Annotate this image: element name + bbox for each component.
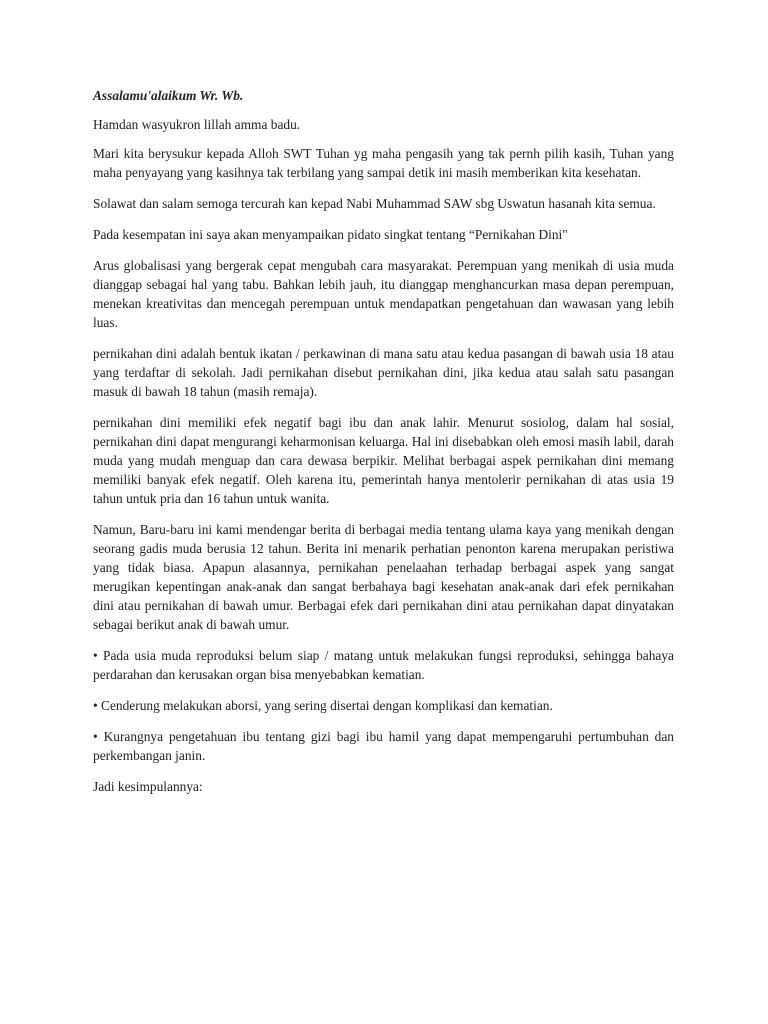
paragraph-salawat: Solawat dan salam semoga tercurah kan kepad Nabi Muhammad SAW sbg Uswatun hasanah kita semua. bbox=[93, 196, 656, 211]
paragraph-conclusion: Jadi kesimpulannya: bbox=[93, 779, 203, 794]
paragraph-topic: Pada kesempatan ini saya akan menyampaikan pidato singkat tentang “Pernikahan Dini" bbox=[93, 227, 568, 242]
paragraph-news: Namun, Baru-baru ini kami mendengar berita di berbagai media tentang ulama kaya yang menikah dengan seorang gadis muda berusia 12 tahun. Berita ini menarik perhatian penonton karena merupakan peristiwa yang tidak biasa. Apapun alasannya, pernikahan penelaahan terhadap berbagai aspek yang sangat merugikan kepentingan anak-anak dan sangat berbahaya bagi kesehatan anak-anak dari efek pernikahan dini atau pernikahan di bawah umur. Berbagai efek dari pernikahan dini atau pernikahan dapat dinyatakan sebagai berikut anak di bawah umur. bbox=[93, 522, 674, 632]
bullet-reproduction: • Pada usia muda reproduksi belum siap / matang untuk melakukan fungsi reproduksi, sehingga bahaya perdarahan dan kerusakan organ bisa menyebabkan kematian. bbox=[93, 648, 674, 682]
paragraph-gratitude: Mari kita berysukur kepada Alloh SWT Tuhan yg maha pengasih yang tak pernh pilih kasih, Tuhan yang maha penyayang yang kasihnya tak terbilang yang sampai detik ini masih memberikan kita kesehatan. bbox=[93, 146, 674, 180]
paragraph-negative-effects: pernikahan dini memiliki efek negatif bagi ibu dan anak lahir. Menurut sosiolog, dalam hal sosial, pernikahan dini dapat mengurangi keharmonisan keluarga. Hal ini disebabkan oleh emosi masih labil, darah muda yang mudah menguap dan cara dewasa berpikir. Melihat berbagai aspek pernikahan dini memang memiliki banyak efek negatif. Oleh karena itu, pemerintah hanya mentolerir pernikahan di atas usia 19 tahun untuk pria dan 16 tahun untuk wanita. bbox=[93, 415, 674, 506]
paragraph-definition: pernikahan dini adalah bentuk ikatan / perkawinan di mana satu atau kedua pasangan di bawah usia 18 atau yang terdaftar di sekolah. Jadi pernikahan disebut pernikahan dini, jika kedua atau salah satu pasangan masuk di bawah 18 tahun (masih remaja). bbox=[93, 346, 674, 399]
document-page bbox=[93, 86, 674, 808]
bullet-nutrition: • Kurangnya pengetahuan ibu tentang gizi bagi ibu hamil yang dapat mempengaruhi pertumbuhan dan perkembangan janin. bbox=[93, 729, 674, 763]
greeting-heading: Assalamu'alaikum Wr. Wb. bbox=[93, 88, 244, 103]
paragraph-globalization: Arus globalisasi yang bergerak cepat mengubah cara masyarakat. Perempuan yang menikah di usia muda dianggap sebagai hal yang tabu. Bahkan lebih jauh, itu dianggap menghancurkan masa depan perempuan, menekan kreativitas dan mencegah perempuan untuk mendapatkan pengetahuan dan wawasan yang lebih luas. bbox=[93, 258, 674, 330]
bullet-abortion: • Cenderung melakukan aborsi, yang sering disertai dengan komplikasi dan kematian. bbox=[93, 698, 553, 713]
paragraph-opening: Hamdan wasyukron lillah amma badu. bbox=[93, 117, 301, 132]
